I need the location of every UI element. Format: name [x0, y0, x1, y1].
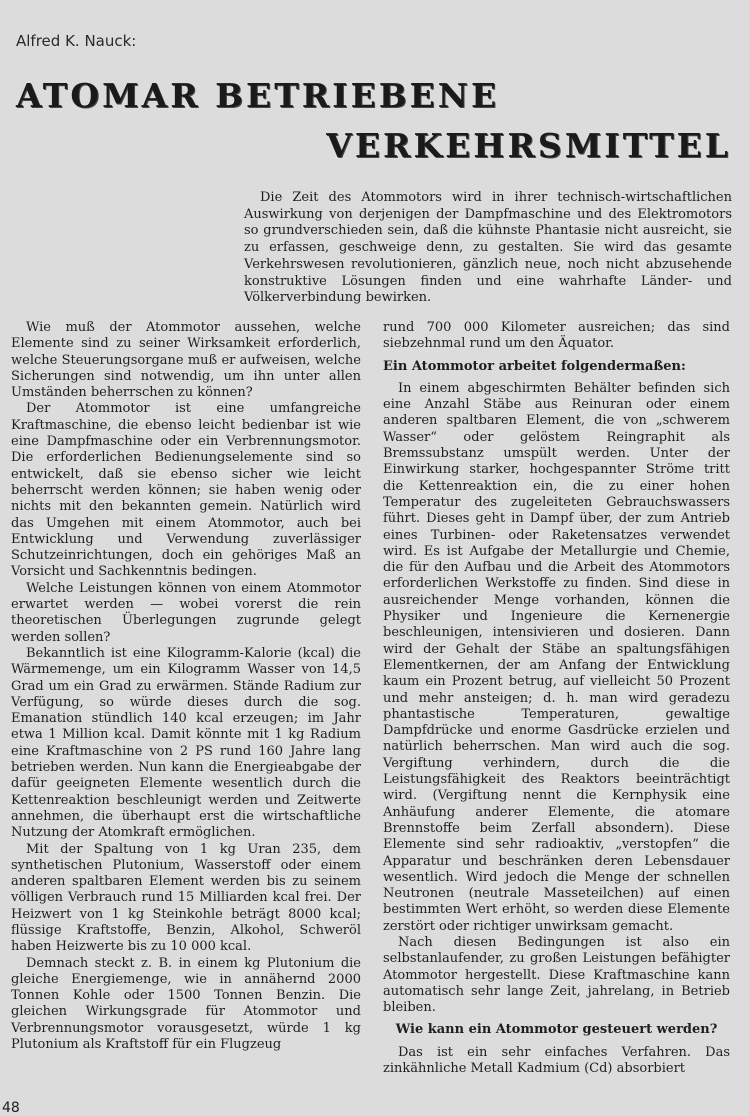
- page-number: 48: [2, 1100, 20, 1116]
- body-paragraph: In einem abgeschirmten Behälter befinden sich eine Anzahl Stäbe aus Reinuran oder einem anderen spaltbaren Element, die von „schwerem Wasser“ oder gelöstem Reingraphit als Bremssubstanz umspült werden. Unter der Einwirkung starker, hochgespannter Ströme tritt die Kettenreaktion ein, die zu einer hohen Temperatur des zugeleiteten Gebrauchswassers führt. Dieses geht in Dampf über, der zum Antrieb eines Turbinen- oder Raketensatzes verwendet wird. Es ist Aufgabe der Metallurgie und Chemie, die für den Aufbau und die Arbeit des Atommotors erforderlichen Werkstoffe zu finden. Sind diese in ausreichender Menge vorhanden, können die Physiker und Ingenieure die Kernenergie beschleunigen, intensivieren und dosieren. Dann wird der Gehalt der Stäbe an spaltungsfähigen Elementkernen, der am Anfang der Entwicklung kaum ein Prozent betrug, auf vielleicht 50 Prozent und mehr ansteigen; d. h. man wird geradezu phantastische Temperaturen, gewaltige Dampfdrücke und enorme Gasdrücke erzielen und natürlich beherrschen. Man wird auch die sog. Vergiftung verhindern, durch die die Leistungsfähigkeit des Reaktors beeinträchtigt wird. (Vergiftung nennt die Kernphysik eine Anhäufung anderer Elemente, die atomare Brennstoffe beim Zerfall absondern). Diese Elemente sind sehr radioaktiv, „verstopfen“ die Apparatur und beschränken deren Lebensdauer wesentlich. Wird jedoch die Menge der schnellen Neutronen (neutrale Masseteilchen) auf einen bestimmten Wert erhöht, so werden diese Elemente zerstört oder richtiger unwirksam gemacht.: [383, 380, 730, 934]
- body-paragraph: Nach diesen Bedingungen ist also ein selbstanlaufender, zu großen Leistungen befähigter Atommotor hergestellt. Diese Kraftmaschine kann automatisch sehr lange Zeit, jahrelang, in Betrieb bleiben.: [383, 934, 730, 1016]
- left-column: [11, 320, 361, 1053]
- body-paragraph: Demnach steckt z. B. in einem kg Plutonium die gleiche Energiemenge, wie in annähernd 2000 Tonnen Kohle oder 1500 Tonnen Benzin. Die gleichen Wirkungsgrade für Atommotor und Verbrennungsmotor vorausgesetzt, würde 1 kg Plutonium als Kraftstoff für ein Flugzeug: [11, 955, 361, 1053]
- body-paragraph: Das ist ein sehr einfaches Verfahren. Das zinkähnliche Metall Kadmium (Cd) absorbiert: [383, 1044, 730, 1077]
- section-heading: Wie kann ein Atommotor gesteuert werden?: [395, 1022, 718, 1038]
- section-heading: Ein Atommotor arbeitet folgendermaßen:: [383, 358, 686, 374]
- author-byline: Alfred K. Nauck:: [16, 32, 137, 50]
- body-paragraph: Bekanntlich ist eine Kilogramm-Kalorie (kcal) die Wärmemenge, um ein Kilogramm Wasser von 14,5 Grad um ein Grad zu erwärmen. Stände Radium zur Verfügung, so würde dieses durch die sog. Emanation stündlich 140 kcal erzeugen; im Jahr etwa 1 Million kcal. Damit könnte mit 1 kg Radium eine Kraftmaschine von 2 PS rund 160 Jahre lang betrieben werden. Nun kann die Energieabgabe der dafür geeigneten Elemente wesentlich durch die Kettenreaktion beschleunigt werden und Zeitwerte annehmen, die überhaupt erst die wirtschaftliche Nutzung der Atomkraft ermöglichen.: [11, 645, 361, 841]
- body-paragraph: Welche Leistungen können von einem Atommotor erwartet werden — wobei vorerst die rein theoretischen Überlegungen zugrunde gelegt werden sollen?: [11, 580, 361, 645]
- body-paragraph: rund 700 000 Kilometer ausreichen; das sind siebzehnmal rund um den Äquator.: [383, 320, 730, 352]
- article-title-line-1: ATOMAR BETRIEBENE: [16, 76, 500, 115]
- body-paragraph: Wie muß der Atommotor aussehen, welche Elemente sind zu seiner Wirksamkeit erforderlich, welche Steuerungsorgane muß er aufweisen, welche Sicherungen sind notwendig, um ihn unter allen Umständen beherrschen zu können?: [11, 320, 361, 401]
- intro-paragraph: Die Zeit des Atommotors wird in ihrer technisch-wirtschaftlichen Auswirkung von derjenigen der Dampfmaschine und des Elektromotors so grundverschieden sein, daß die kühnste Phantasie nicht ausreicht, sie zu erfassen, geschweige denn, zu gestalten. Sie wird das gesamte Verkehrswesen revolutionieren, gänzlich neue, noch nicht abzusehende konstruktive Lösungen finden und eine wahrhafte Länder- und Völkerverbindung bewirken.: [244, 190, 732, 306]
- body-paragraph: Der Atommotor ist eine umfangreiche Kraftmaschine, die ebenso leicht bedienbar ist wie eine Dampfmaschine oder ein Verbrennungsmotor. Die erforderlichen Bedienungselemente sind so entwickelt, daß sie ebenso sicher wie leicht beherrscht werden können; sie haben wenig oder nichts mit den bekannten gemein. Natürlich wird das Umgehen mit einem Atommotor, auch bei Entwicklung und Verwendung zuverlässiger Schutzeinrichtungen, doch ein gehöriges Maß an Vorsicht und Sachkenntnis bedingen.: [11, 401, 361, 580]
- right-column: [383, 320, 730, 1077]
- article-title-line-2: VERKEHRSMITTEL: [326, 126, 731, 165]
- body-paragraph: Mit der Spaltung von 1 kg Uran 235, dem synthetischen Plutonium, Wasserstoff oder einem anderen spaltbaren Element werden bis zu seinem völligen Verbrauch rund 15 Milliarden kcal frei. Der Heizwert von 1 kg Steinkohle beträgt 8000 kcal; flüssige Kraftstoffe, Benzin, Alkohol, Schweröl haben Heizwerte bis zu 10 000 kcal.: [11, 841, 361, 955]
